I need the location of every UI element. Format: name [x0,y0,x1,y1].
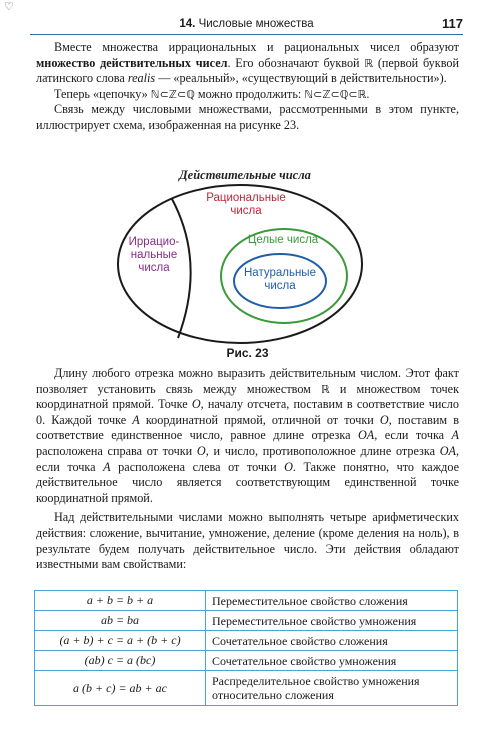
label-irrational: Иррацио-нальные числа [128,236,180,274]
property-name: Распределительное свойство умножения относительно сложения [206,671,458,706]
paragraph-coordinate-line: Длину любого отрезка можно выразить действительным числом. Этот факт позволяет установить связь между множеством ℝ и множеством точек координатной прямой. Точке O, началу отсчета, поставим в соответствие число 0. Каждой точке A координатной прямой, отличной от точки O, поставим в соответствие единственное число, равное длине отрезка OA, если точка A расположена справа от точки O, и число, противоположное длине отрезка OA, если точка A расположена слева от точки O. Также понятно, что каждое действительное число является соответствующим единственной точке координатной прямой. [36,366,459,505]
section-title: Числовые множества [198,18,314,30]
page-number: 117 [442,16,463,31]
label-integer: Целые числа [247,234,319,246]
header-rule [30,34,463,35]
body-text [36,366,459,573]
table-row [35,611,458,631]
chain-short: ℕ⊂ℤ⊂ℚ [150,87,195,101]
property-name: Переместительное свойство умножения [206,611,458,631]
table-row [35,631,458,651]
table-row [35,591,458,611]
paragraph-chain: Теперь «цепочку» ℕ⊂ℤ⊂ℚ можно продолжить: ℕ⊂ℤ⊂ℚ⊂ℝ. [54,86,370,101]
paragraph-diagram-ref: Связь между числовыми множествами, рассмотренными в этом пункте, иллюстрирует схема, изображенная на рисунке 23. [36,102,459,132]
word-realis: realis [127,71,156,86]
property-name: Сочетательное свойство умножения [206,651,458,671]
table-row [35,671,458,706]
corner-mark-icon: ♡ [4,0,14,13]
property-formula: a + b = b + a [35,591,206,611]
label-natural: Натуральные числа [244,267,316,292]
paragraph-real-numbers: Вместе множества иррациональных и рациональных чисел образуют множество действительных чисел. Его обозначают буквой ℝ (первой буквой латинского слова realis — «реальный», «существующий в действительности»). [36,40,459,86]
property-formula: ab = ba [35,611,206,631]
section-heading [30,18,463,30]
diagram-title: Действительные числа [179,168,311,182]
figure-caption: Рис. 23 [226,346,269,360]
properties-table [34,590,458,706]
property-name: Переместительное свойство сложения [206,591,458,611]
number-sets-diagram [110,168,380,358]
chain-full: ℕ⊂ℤ⊂ℚ⊂ℝ [304,87,367,101]
page-header [30,14,463,34]
property-name: Сочетательное свойство сложения [206,631,458,651]
table-row [35,651,458,671]
label-rational: Рациональные числа [206,192,286,217]
section-number: 14. [179,18,196,30]
property-formula: a (b + c) = ab + ac [35,671,206,706]
term-real-numbers: множество действительных чисел [36,55,228,70]
property-formula: (a + b) + c = a + (b + c) [35,631,206,651]
property-formula: (ab) c = a (bc) [35,651,206,671]
intro-text [36,40,459,134]
symbol-r: ℝ [364,56,374,70]
paragraph-operations: Над действительными числами можно выполнять четыре арифметических действия: сложение, вычитание, умножение, деление (кроме деления на ноль), в результате будем получать действительное число. Эти действия обладают известными вам свойствами: [36,510,459,572]
